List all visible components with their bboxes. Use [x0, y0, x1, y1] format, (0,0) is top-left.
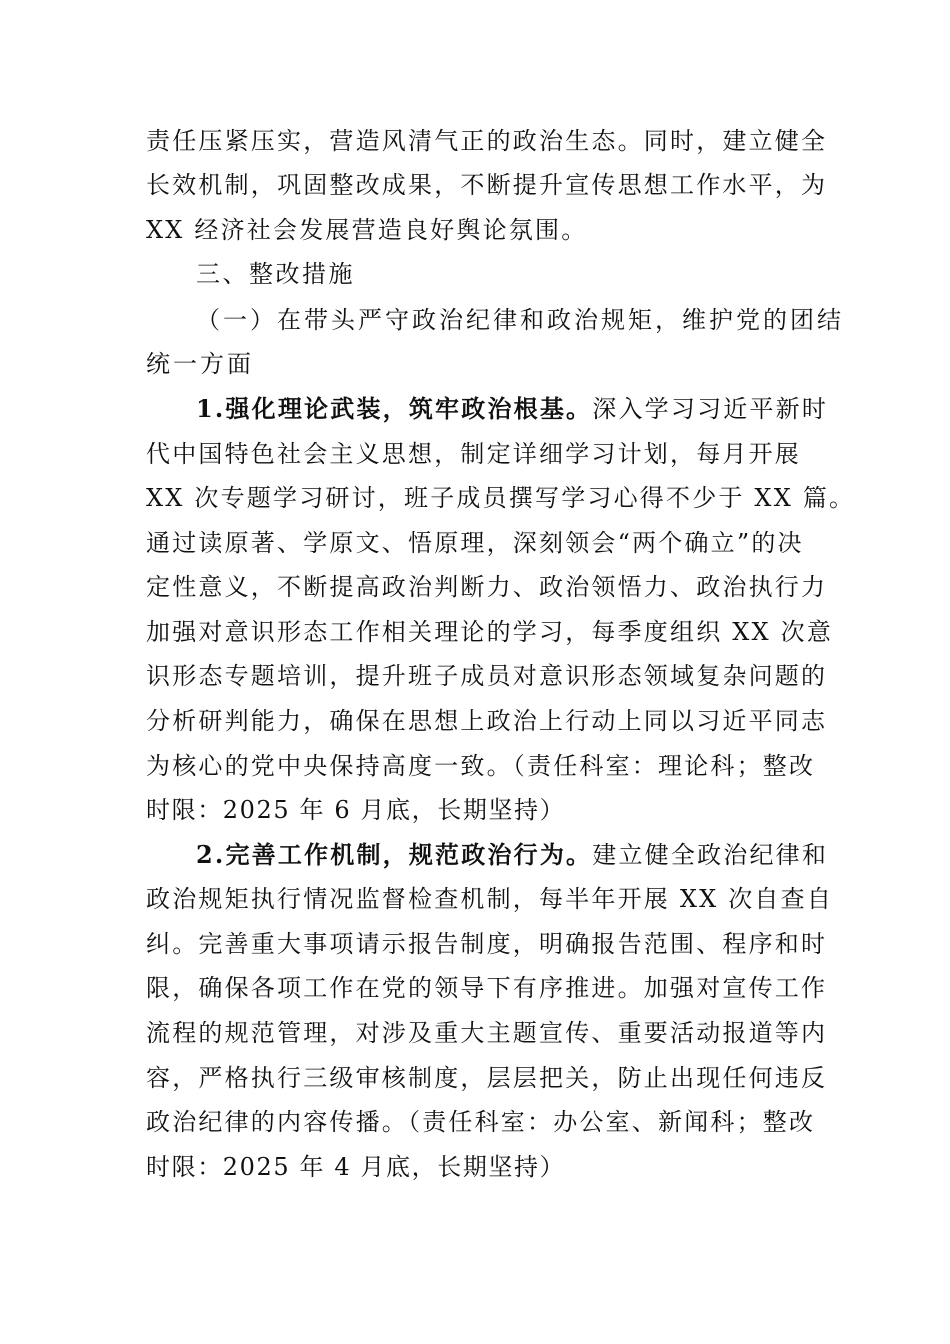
item1-line: 识形态专题培训，提升班子成员对意识形态领域复杂问题的	[146, 662, 828, 690]
intro-line-3: XX 经济社会发展营造良好舆论氛围。	[146, 216, 588, 244]
item1-line: 加强对意识形态工作相关理论的学习，每季度组织 XX 次意	[146, 618, 834, 646]
item1-line: 为核心的党中央保持高度一致。（责任科室：理论科；整改	[146, 752, 816, 780]
item2-line: 纠。完善重大事项请示报告制度，明确报告范围、程序和时	[146, 930, 828, 958]
item2-line: 时限：2025 年 4 月底，长期坚持）	[146, 1153, 566, 1181]
item2-line: 容，严格执行三级审核制度，层层把关，防止出现任何违反	[146, 1064, 828, 1092]
item1-line: 通过读原著、学原文、悟原理，深刻领会“两个确立”的决	[146, 529, 804, 557]
item2-line: 流程的规范管理，对涉及重大主题宣传、重要活动报道等内	[146, 1019, 828, 1047]
item1-first-line-text: 深入学习习近平新时	[592, 395, 829, 423]
item2-line: 政治规矩执行情况监督检查机制，每半年开展 XX 次自查自	[146, 885, 834, 913]
item2-line: 限，确保各项工作在党的领导下有序推进。加强对宣传工作	[146, 974, 828, 1002]
item1-line: 分析研判能力，确保在思想上政治上行动上同以习近平同志	[146, 707, 828, 735]
section-heading: 三、整改措施	[196, 260, 355, 288]
intro-line-2: 长效机制，巩固整改成果，不断提升宣传思想工作水平，为	[146, 171, 828, 199]
item2-title: 2.完善工作机制，规范政治行为。	[196, 840, 593, 869]
subsection-heading-line-1: （一）在带头严守政治纪律和政治规矩，维护党的团结	[196, 306, 844, 334]
subsection-heading-line-2: 统一方面	[146, 350, 254, 378]
item2-first-line	[196, 840, 829, 870]
item1-line: 代中国特色社会主义思想，制定详细学习计划，每月开展	[146, 440, 801, 468]
item2-first-line-text: 建立健全政治纪律和	[592, 841, 829, 869]
item2-line: 政治纪律的内容传播。（责任科室：办公室、新闻科；整改	[146, 1108, 816, 1136]
item1-line: XX 次专题学习研讨，班子成员撰写学习心得不少于 XX 篇。	[146, 484, 856, 512]
intro-line-1: 责任压紧压实，营造风清气正的政治生态。同时，建立健全	[146, 127, 828, 155]
item1-line: 定性意义，不断提高政治判断力、政治领悟力、政治执行力	[146, 573, 828, 601]
item1-first-line	[196, 394, 829, 424]
item1-title: 1.强化理论武装，筑牢政治根基。	[196, 394, 593, 423]
item1-line: 时限：2025 年 6 月底，长期坚持）	[146, 796, 566, 824]
